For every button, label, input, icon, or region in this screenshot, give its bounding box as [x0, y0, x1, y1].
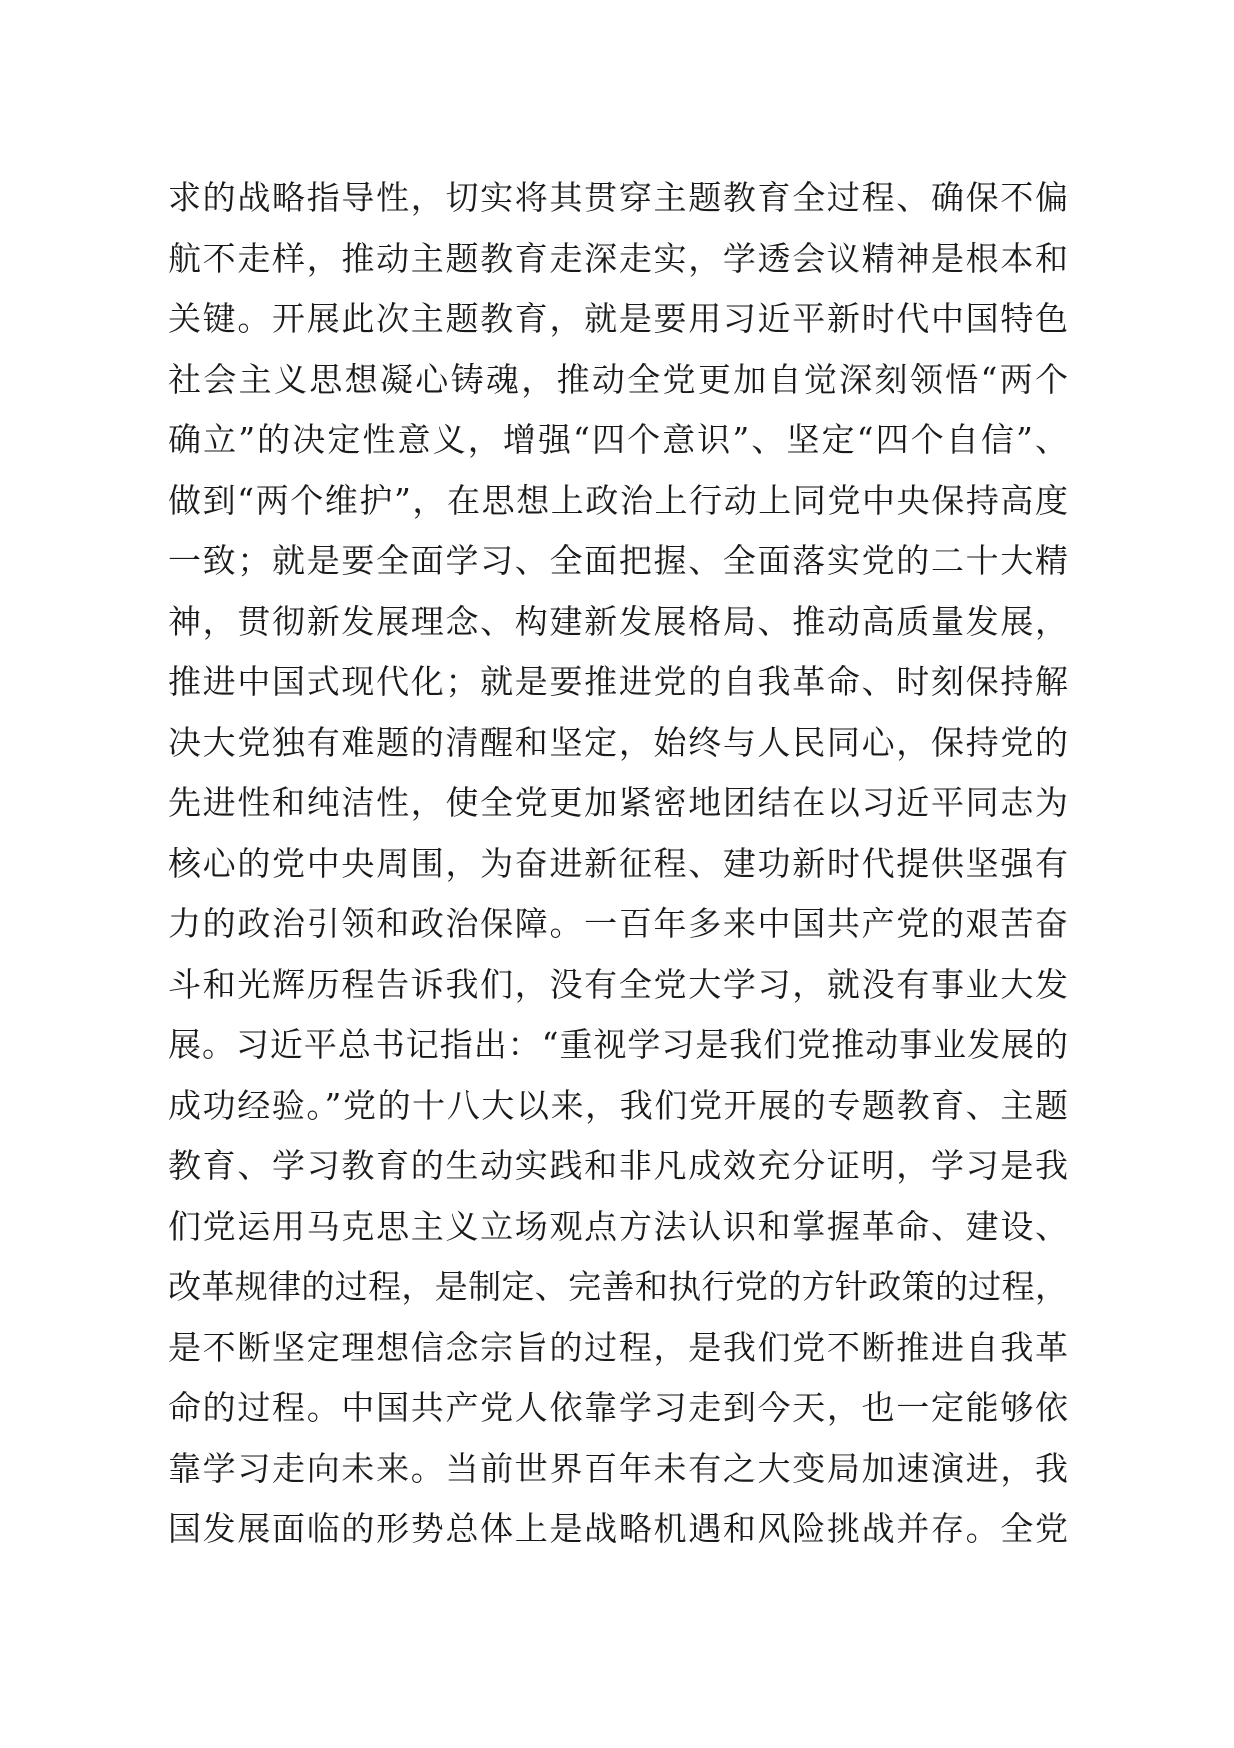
- text-line: 一致；就是要全面学习、全面把握、全面落实党的二十大精: [168, 541, 1068, 580]
- text-line: 决大党独有难题的清醒和坚定，始终与人民同心，保持党的: [168, 722, 1068, 762]
- text-line: 推进中国式现代化；就是要推进党的自我革命、时刻保持解: [168, 662, 1068, 701]
- body-text: [168, 168, 1068, 1560]
- text-line: 靠学习走向未来。当前世界百年未有之大变局加速演进，我: [168, 1448, 1068, 1488]
- text-line: 教育、学习教育的生动实践和非凡成效充分证明，学习是我: [168, 1146, 1068, 1185]
- text-line: 是不断坚定理想信念宗旨的过程，是我们党不断推进自我革: [168, 1327, 1068, 1367]
- text-line: 关键。开展此次主题教育，就是要用习近平新时代中国特色: [168, 299, 1068, 338]
- text-line: 先进性和纯洁性，使全党更加紧密地团结在以习近平同志为: [168, 783, 1068, 822]
- text-line: 斗和光辉历程告诉我们，没有全党大学习，就没有事业大发: [168, 964, 1068, 1004]
- text-line: 确立”的决定性意义，增强“四个意识”、坚定“四个自信”、: [168, 420, 1068, 459]
- text-line: 展。习近平总书记指出：“重视学习是我们党推动事业发展的: [168, 1025, 1068, 1064]
- text-line: 们党运用马克思主义立场观点方法认识和掌握革命、建设、: [168, 1206, 1068, 1246]
- text-line: 社会主义思想凝心铸魂，推动全党更加自觉深刻领悟“两个: [168, 359, 1068, 399]
- text-line: 核心的党中央周围，为奋进新征程、建功新时代提供坚强有: [168, 843, 1068, 883]
- text-line: 国发展面临的形势总体上是战略机遇和风险挑战并存。全党: [168, 1509, 1068, 1548]
- text-line: 求的战略指导性，切实将其贯穿主题教育全过程、确保不偏: [168, 178, 1068, 217]
- text-line: 成功经验。”党的十八大以来，我们党开展的专题教育、主题: [168, 1085, 1068, 1125]
- text-line: 航不走样，推动主题教育走深走实，学透会议精神是根本和: [168, 238, 1068, 278]
- text-line: 命的过程。中国共产党人依靠学习走到今天，也一定能够依: [168, 1388, 1068, 1427]
- text-line: 做到“两个维护”，在思想上政治上行动上同党中央保持高度: [168, 480, 1068, 520]
- text-line: 改革规律的过程，是制定、完善和执行党的方针政策的过程，: [168, 1267, 1068, 1306]
- text-line: 神，贯彻新发展理念、构建新发展格局、推动高质量发展，: [168, 601, 1068, 641]
- text-line: 力的政治引领和政治保障。一百年多来中国共产党的艰苦奋: [168, 904, 1068, 943]
